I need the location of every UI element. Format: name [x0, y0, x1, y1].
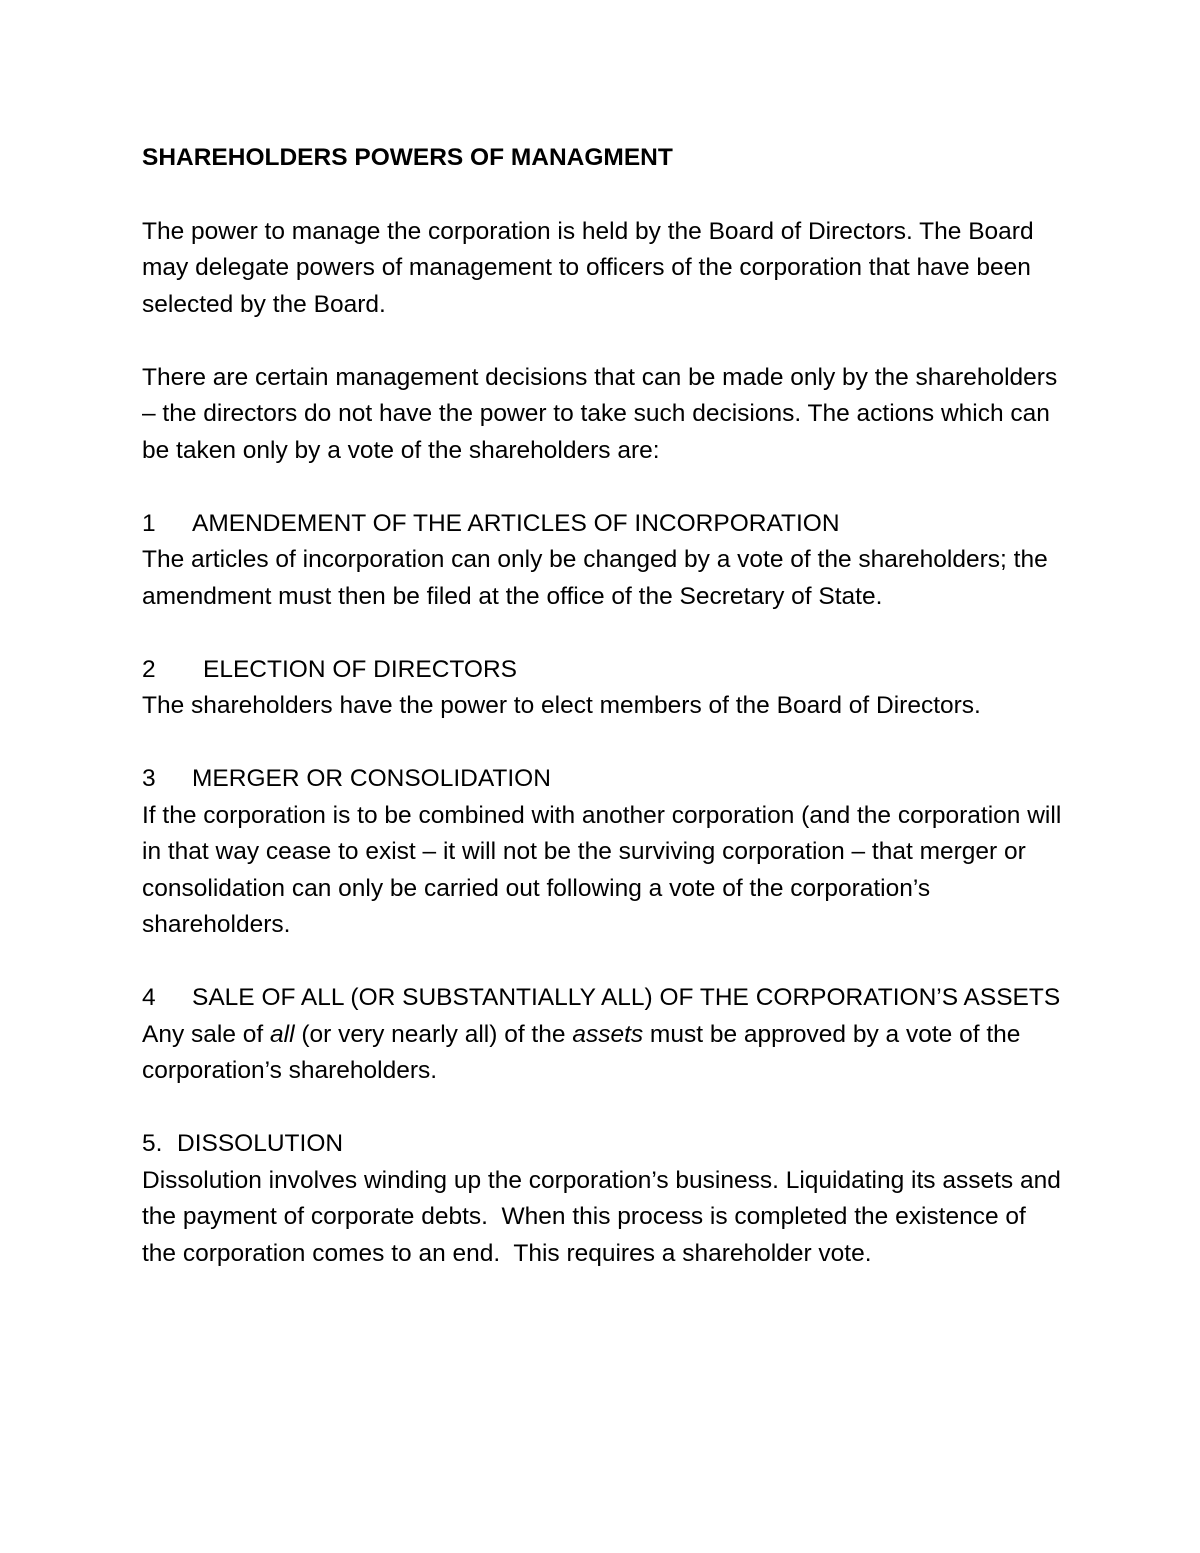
section-2-body: The shareholders have the power to elect members of the Board of Directors. [142, 692, 981, 719]
section-3 [142, 761, 1062, 944]
section-4 [142, 980, 1062, 1090]
section-2-heading [142, 656, 517, 683]
intro-paragraph-1: The power to manage the corporation is held by the Board of Directors. The Board may delegate powers of management to officers of the corporation that have been selected by the Board. [142, 217, 1034, 318]
section-1 [142, 506, 1062, 616]
section-4-body-emphasis-assets: assets [572, 1020, 644, 1048]
section-4-body-emphasis-all: all [270, 1020, 295, 1048]
section-4-body-text-c: must be approved by a vote of the corporation’s shareholders. [142, 1020, 1021, 1084]
section-3-number: 3 [142, 765, 156, 792]
section-4-body-text-a: Any sale of [142, 1020, 271, 1048]
section-4-heading [142, 984, 1060, 1011]
intro-paragraph-2: There are certain management decisions that can be made only by the shareholders – the directors do not have the power to take such decisions. The actions which can be taken only by a vote of the shareholders are: [142, 363, 1058, 464]
section-3-heading [142, 765, 551, 792]
section-5-body: Dissolution involves winding up the corporation’s business. Liquidating its assets and the payment of corporate debts. When this process is completed the existence of the corporation comes to an end. This requires a shareholder vote. [142, 1166, 1068, 1267]
section-5-heading-text: DISSOLUTION [177, 1130, 344, 1157]
section-2 [142, 652, 1062, 725]
section-4-heading-text: SALE OF ALL (OR SUBSTANTIALLY ALL) OF THE CORPORATION’S ASSETS [192, 984, 1061, 1011]
section-4-body-text-b: (or very nearly all) of the [294, 1020, 573, 1048]
section-2-number: 2 [142, 655, 156, 683]
section-4-body [142, 1021, 1020, 1085]
section-3-heading-text: MERGER OR CONSOLIDATION [192, 765, 551, 792]
section-1-number: 1 [142, 509, 156, 537]
section-5-number: 5. [142, 1130, 163, 1157]
section-1-heading-text: AMENDEMENT OF THE ARTICLES OF INCORPORATION [192, 509, 840, 537]
section-2-heading-text: ELECTION OF DIRECTORS [203, 655, 518, 683]
section-5-heading [142, 1130, 343, 1157]
section-1-heading [142, 510, 840, 537]
section-3-body: If the corporation is to be combined with another corporation (and the corporation will in that way cease to exist – it will not be the surviving corporation – that merger or consolidation can only be carried out following a vote of the corporation’s shareholders. [142, 801, 1062, 938]
section-1-body: The articles of incorporation can only be changed by a vote of the shareholders; the amendment must then be filed at the office of the Secretary of State. [142, 546, 1048, 610]
section-5 [142, 1126, 1068, 1272]
document-body [142, 140, 1068, 1309]
section-4-number: 4 [142, 984, 156, 1011]
document-title: SHAREHOLDERS POWERS OF MANAGMENT [142, 144, 673, 171]
